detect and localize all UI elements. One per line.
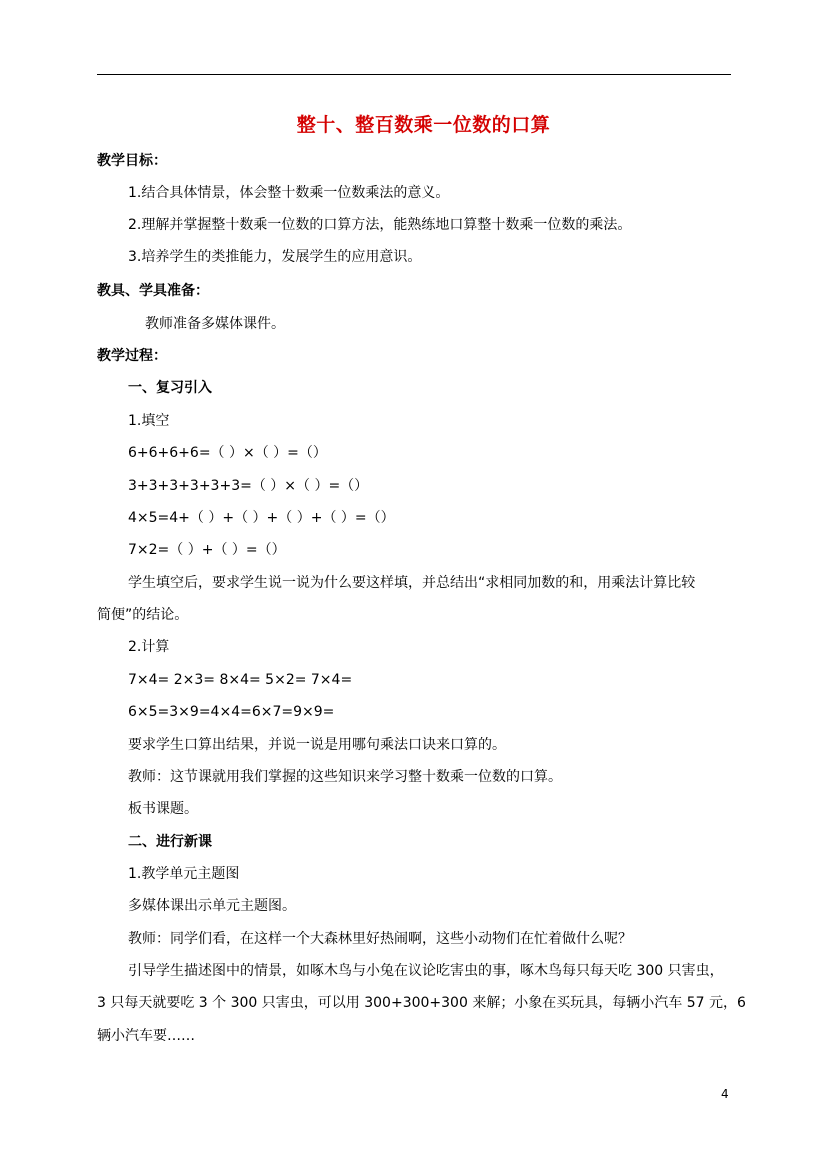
- fill-item-3: 4×5=4+（ ）+（ ）+（ ）+（ ）=（）: [128, 510, 395, 526]
- tools-text: 教师准备多媒体课件。: [145, 316, 285, 332]
- paragraph-4: 板书课题。: [128, 801, 198, 817]
- subsection-theme: 1.教学单元主题图: [128, 866, 240, 882]
- paragraph-7c: 辆小汽车要……: [97, 1028, 195, 1044]
- section-2-heading: 二、进行新课: [128, 834, 212, 850]
- paragraph-7b: 3 只每天就要吃 3 个 300 只害虫，可以用 300+300+300 来解；小象在买玩具，每辆小汽车 57 元，6: [97, 995, 746, 1011]
- paragraph-3: 教师：这节课就用我们掌握的这些知识来学习整十数乘一位数的口算。: [128, 769, 562, 785]
- paragraph-6: 教师：同学们看，在这样一个大森林里好热闹啊，这些小动物们在忙着做什么呢？: [128, 931, 632, 947]
- heading-process: 教学过程：: [97, 348, 167, 364]
- page-title: 整十、整百数乘一位数的口算: [296, 114, 551, 136]
- fill-item-1: 6+6+6+6=（ ）×（ ）=（）: [128, 445, 327, 461]
- heading-tools: 教具、学具准备：: [97, 283, 209, 299]
- paragraph-7a: 引导学生描述图中的情景，如啄木鸟与小兔在议论吃害虫的事，啄木鸟每只每天吃 300 只害虫，: [128, 963, 724, 979]
- calc-row-2: 6×5=3×9=4×4=6×7=9×9=: [128, 704, 335, 720]
- goal-3: 3.培养学生的类推能力，发展学生的应用意识。: [128, 249, 422, 265]
- calc-row-1: 7×4= 2×3= 8×4= 5×2= 7×4=: [128, 672, 353, 688]
- subsection-fill: 1.填空: [128, 413, 170, 429]
- heading-goals: 教学目标：: [97, 153, 167, 169]
- goal-2: 2.理解并掌握整十数乘一位数的口算方法，能熟练地口算整十数乘一位数的乘法。: [128, 217, 632, 233]
- header-rule: [97, 74, 731, 75]
- subsection-calc: 2.计算: [128, 639, 170, 655]
- section-1-heading: 一、复习引入: [128, 380, 212, 396]
- paragraph-1a: 学生填空后，要求学生说一说为什么要这样填，并总结出“求相同加数的和，用乘法计算比较: [128, 575, 696, 591]
- fill-item-4: 7×2=（ ）+（ ）=（）: [128, 542, 286, 558]
- paragraph-2: 要求学生口算出结果，并说一说是用哪句乘法口诀来口算的。: [128, 737, 506, 753]
- page-number: 4: [721, 1087, 729, 1101]
- paragraph-1b: 简便”的结论。: [97, 607, 189, 623]
- paragraph-5: 多媒体课出示单元主题图。: [128, 898, 296, 914]
- fill-item-2: 3+3+3+3+3+3=（ ）×（ ）=（）: [128, 478, 369, 494]
- goal-1: 1.结合具体情景，体会整十数乘一位数乘法的意义。: [128, 185, 450, 201]
